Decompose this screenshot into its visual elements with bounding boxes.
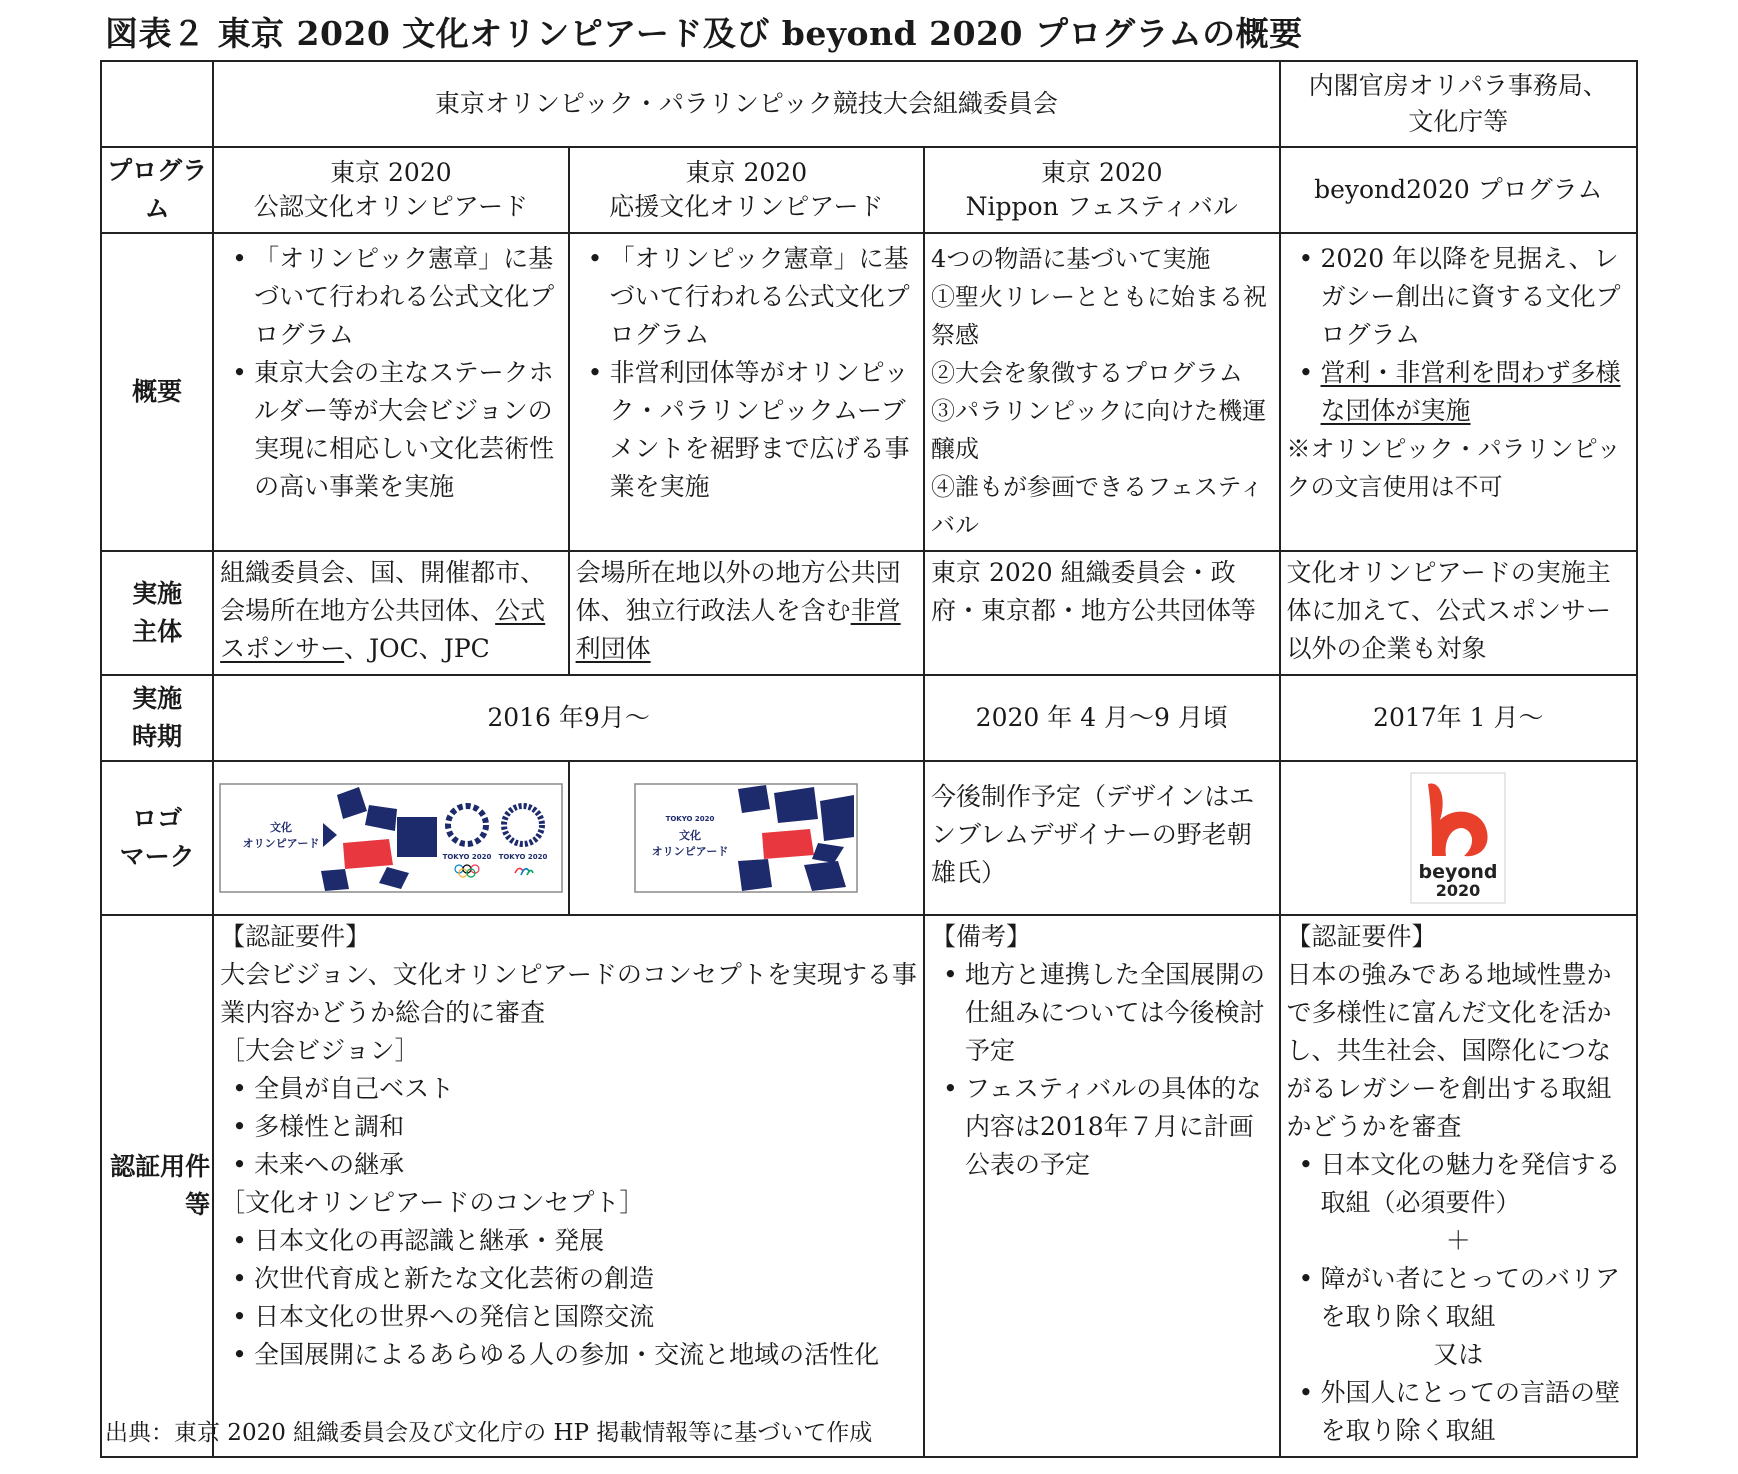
- overview-support: [569, 233, 924, 551]
- period-beyond: 2017年 1 月～: [1280, 675, 1637, 761]
- program-support-line2: 応援文化オリンピアード: [609, 192, 884, 221]
- logo-official: [218, 766, 563, 910]
- list-item: • 未来への継承: [220, 1146, 917, 1184]
- cabinet-header-line1: 内閣官房オリパラ事務局、: [1308, 71, 1608, 100]
- underlined-text: 営利・非営利を問わず多様な団体が実施: [1320, 358, 1621, 425]
- implementer-text: 会場所在地以外の地方公共団体、独立行政法人を含む: [575, 558, 901, 625]
- cert-heading: 【認証要件】: [220, 922, 371, 951]
- row-label-implementer: [101, 551, 213, 675]
- list-item: • 次世代育成と新たな文化芸術の創造: [220, 1260, 917, 1298]
- logo-text: TOKYO 2020: [665, 815, 715, 823]
- plus-sign: ＋: [1445, 1226, 1471, 1255]
- row-label-certification: [101, 915, 213, 1457]
- list-item: • 東京大会の主なステークホルダー等が大会ビジョンの実現に相応しい文化芸術性の高い事業を実施: [220, 354, 561, 506]
- festival-intro: 4つの物語に基づいて実施: [931, 245, 1211, 273]
- list-item: • 非営利団体等がオリンピック・パラリンピックムーブメントを裾野まで広げる事業を実施: [576, 354, 917, 506]
- list-item: • 日本文化の再認識と継承・発展: [220, 1222, 917, 1260]
- beyond-note: ※オリンピック・パラリンピックの文言使用は不可: [1286, 435, 1621, 501]
- table-row-logo: [101, 761, 1637, 915]
- implementer-text: 、JOC、JPC: [344, 634, 490, 663]
- table-row-implementer: [101, 551, 1637, 675]
- source-note: 出典：東京 2020 組織委員会及び文化庁の HP 掲載情報等に基づいて作成: [105, 1420, 873, 1446]
- festival-story-2: ②大会を象徴するプログラム: [931, 359, 1243, 387]
- logo-beyond: [1285, 766, 1632, 910]
- list-item: • 日本文化の魅力を発信する取組（必須要件）: [1287, 1146, 1630, 1222]
- logo-text: 文化: [269, 821, 292, 834]
- logo-text: beyond: [1418, 861, 1498, 883]
- list-item: • 全員が自己ベスト: [220, 1070, 917, 1108]
- cert-lead: 日本の強みである地域性豊かで多様性に富んだ文化を活かし、共生社会、国際化につながるレガシーを創出する取組かどうかを審査: [1286, 960, 1612, 1141]
- overview-festival: [924, 233, 1279, 551]
- program-support-line1: 東京 2020: [685, 158, 808, 187]
- row-label-text: マーク: [119, 842, 195, 871]
- logo-text: オリンピアード: [242, 837, 320, 850]
- underlined-text: 公式スポンサー: [220, 596, 546, 663]
- row-label-period: [101, 675, 213, 761]
- logo-support: [574, 766, 919, 910]
- row-label-logo: [101, 761, 213, 915]
- underlined-text: 非営利団体: [575, 596, 901, 663]
- row-label-text: 実施: [132, 579, 183, 608]
- period-festival: 2020 年 4 月～9 月頃: [924, 675, 1279, 761]
- concept-heading: ［文化オリンピアードのコンセプト］: [220, 1188, 645, 1217]
- logo-festival-cell: 今後制作予定（デザインはエンブレムデザイナーの野老朝雄氏）: [924, 761, 1279, 915]
- cert-lead: 大会ビジョン、文化オリンピアードのコンセプトを実現する事業内容かどうか総合的に審査: [220, 960, 917, 1027]
- program-overview-table: [100, 60, 1638, 1458]
- beyond2020-logo-icon: [1410, 772, 1506, 904]
- corner-cell: [101, 61, 213, 147]
- logo-text: オリンピアード: [651, 845, 729, 858]
- certification-olympiad: [213, 915, 924, 1457]
- certification-beyond: [1280, 915, 1637, 1457]
- table-row-overview: [101, 233, 1637, 551]
- figure-title: 図表２ 東京 2020 文化オリンピアード及び beyond 2020 プログラムの概要: [105, 14, 1303, 53]
- official-olympiad-logo-icon: [219, 783, 563, 893]
- list-item: • フェスティバルの具体的な内容は2018年７月に計画公表の予定: [931, 1070, 1272, 1184]
- program-festival: [924, 147, 1279, 233]
- list-item: • 「オリンピック憲章」に基づいて行われる公式文化プログラム: [220, 240, 561, 354]
- remarks-heading: 【備考】: [931, 922, 1032, 951]
- program-festival-line2: Nippon フェスティバル: [965, 192, 1238, 221]
- implementer-festival: 東京 2020 組織委員会・政府・東京都・地方公共団体等: [924, 551, 1279, 675]
- table-row-program: [101, 147, 1637, 233]
- list-item: • 全国展開によるあらゆる人の参加・交流と地域の活性化: [220, 1336, 917, 1374]
- support-olympiad-logo-icon: [634, 783, 858, 893]
- overview-beyond: [1280, 233, 1637, 551]
- row-label-text: 等: [185, 1190, 211, 1219]
- cabinet-header-line2: 文化庁等: [1408, 107, 1509, 136]
- overview-official: [213, 233, 568, 551]
- cert-heading: 【認証要件】: [1286, 922, 1437, 951]
- list-item: • 日本文化の世界への発信と国際交流: [220, 1298, 917, 1336]
- implementer-support: [569, 551, 924, 675]
- list-item: • 多様性と調和: [220, 1108, 917, 1146]
- festival-story-4: ④誰もが参画できるフェスティバル: [931, 473, 1264, 539]
- row-label-text: ロゴ: [132, 804, 183, 833]
- list-item: [1287, 354, 1630, 430]
- list-item: • 2020 年以降を見据え、レガシー創出に資する文化プログラム: [1287, 240, 1630, 354]
- festival-story-1: ①聖火リレーとともに始まる祝祭感: [931, 283, 1268, 349]
- logo-official-cell: [213, 761, 568, 915]
- implementer-official: [213, 551, 568, 675]
- cabinet-header: [1280, 61, 1637, 147]
- program-official: [213, 147, 568, 233]
- table-row-period: [101, 675, 1637, 761]
- or-text: 又は: [1433, 1340, 1484, 1369]
- program-support: [569, 147, 924, 233]
- list-item: • 「オリンピック憲章」に基づいて行われる公式文化プログラム: [576, 240, 917, 354]
- logo-text: TOKYO 2020: [498, 853, 548, 861]
- committee-header: 東京オリンピック・パラリンピック競技大会組織委員会: [213, 61, 1279, 147]
- program-official-line2: 公認文化オリンピアード: [253, 192, 528, 221]
- program-beyond: beyond2020 プログラム: [1280, 147, 1637, 233]
- logo-text: TOKYO 2020: [442, 853, 492, 861]
- table-row-certification: [101, 915, 1637, 1457]
- row-label-text: 主体: [132, 617, 183, 646]
- logo-beyond-cell: [1280, 761, 1637, 915]
- implementer-beyond: 文化オリンピアードの実施主体に加えて、公式スポンサー以外の企業も対象: [1280, 551, 1637, 675]
- logo-text: 2020: [1436, 881, 1481, 900]
- row-label-text: 認証用件: [110, 1152, 211, 1181]
- logo-support-cell: [569, 761, 924, 915]
- row-label-program: プログラム: [101, 147, 213, 233]
- row-label-overview: 概要: [101, 233, 213, 551]
- period-olympiad: 2016 年9月～: [213, 675, 924, 761]
- logo-text: 文化: [679, 829, 702, 842]
- certification-festival: [924, 915, 1279, 1457]
- list-item: • 外国人にとっての言語の壁を取り除く取組: [1287, 1374, 1630, 1450]
- implementer-text: 組織委員会、国、開催都市、会場所在地方公共団体、: [220, 558, 546, 625]
- row-label-text: 時期: [132, 722, 183, 751]
- list-item: • 障がい者にとってのバリアを取り除く取組: [1287, 1260, 1630, 1336]
- table-row-header: [101, 61, 1637, 147]
- row-label-text: 実施: [132, 684, 183, 713]
- festival-story-3: ③パラリンピックに向けた機運醸成: [931, 397, 1267, 463]
- program-festival-line1: 東京 2020: [1041, 158, 1163, 187]
- vision-heading: ［大会ビジョン］: [220, 1036, 420, 1065]
- list-item: • 地方と連携した全国展開の仕組みについては今後検討予定: [931, 956, 1272, 1070]
- program-official-line1: 東京 2020: [330, 158, 452, 187]
